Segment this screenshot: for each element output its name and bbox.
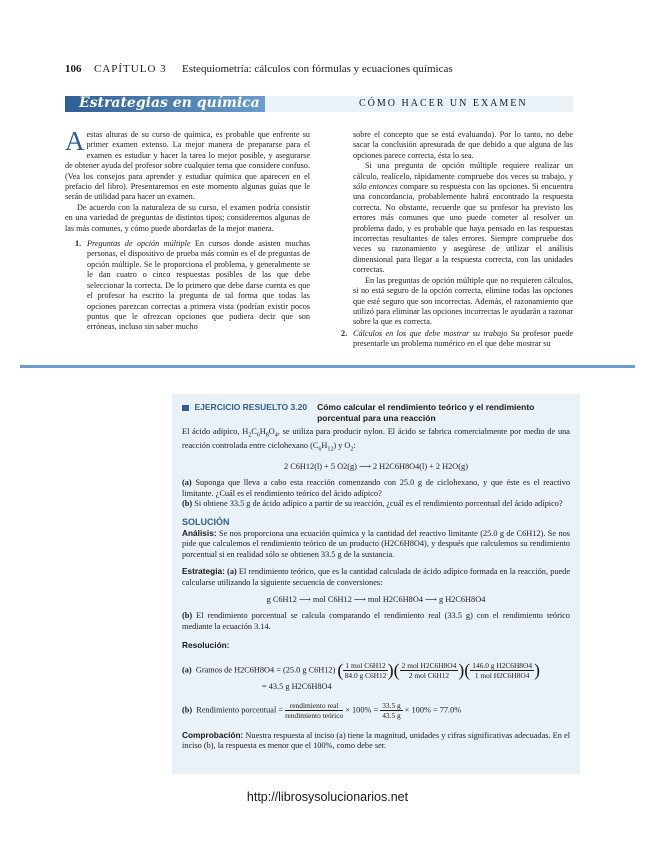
intro-c: ) y O [333, 441, 351, 451]
analysis-label: Análisis: [182, 527, 217, 538]
article-paragraph-2: De acuerdo con la naturaleza de su curso, el examen podría consistir en una variedad de preguntas de distintos tipos; consideremos algunas de las más comunes, y cómo puede abordarlas de la mejor manera. [65, 202, 310, 233]
resolution-label: Resolución: [182, 640, 230, 651]
question-a-text: Suponga que lleva a cabo esta reacción comenzando con 25.0 g de ciclohexano, y que éste es el reactivo limitante. ¿Cuál es el rendimiento teórico del ácido adípico? [182, 478, 570, 498]
calc-b-text: Rendimiento porcentual = [196, 705, 284, 714]
solution-heading: SOLUCIÓN [182, 517, 230, 528]
fraction-numerator: rendimiento real [285, 701, 343, 711]
list-number: 2. [341, 328, 348, 338]
footer-url[interactable]: http://librosysolucionarios.net [246, 790, 409, 804]
conversion-sequence: g C6H12 ⟶ mol C6H12 ⟶ mol H2C6H8O4 ⟶ g H2C6H8O4 [266, 594, 486, 604]
fraction-mole-ratio [400, 661, 459, 680]
analysis-text: Se nos proporciona una ecuación química y la cantidad del reactivo limitante (25.0 g de C6H12). Se nos pide que calculemos el rendimiento teórico de un producto (H2C6H8O4), y después que calculemos su rendimiento porcentual si en realidad sólo se obtienen 33.5 g de la sustancia. [182, 528, 570, 559]
analysis-paragraph [182, 528, 570, 561]
exercise-marker-icon [182, 405, 189, 411]
banner-label: Estrategias en química [79, 95, 260, 111]
calculation-a: (a) Gramos de H2C6H8O4 = (25.0 g C6H12) ( $\frac{\text{1 mol C6H12}}{\text{84.0 g C6H12}}$ )( $\frac{\text{2 mol H2C6H8O4}}{\text{2 mol C6H12}}$ )( $\frac{\text{146.0 g H2C6H8O4}}{\text{1 mol H2C6H8O4}}$ ) [182, 660, 541, 681]
calc-a-label: (a) [182, 665, 192, 675]
fraction-denominator: 84.0 g C6H12 [344, 671, 387, 680]
fraction-yield-definition [285, 701, 343, 720]
intro-a: El ácido adípico, H [182, 427, 249, 437]
list-item-2 [331, 329, 573, 350]
strategies-banner [65, 96, 573, 112]
fraction-product-mass [470, 661, 534, 680]
calc-b-label: (b) [182, 705, 193, 714]
question-a [182, 478, 570, 499]
intro-b: , se utiliza para producir nylon. El ácido se fabrica comercialmente por medio de una reacción controlada entre ciclohexano (C [182, 427, 570, 451]
intro-d: : [353, 441, 356, 451]
exercise-intro: El ácido adípico, $H_2C_6H_8O_4$, se utiliza para producir nylon. El ácido se fabrica comercialmente por medio de una reacción controlada entre ciclohexano $(C_6H_{12})$ y $O_2$: [182, 427, 570, 454]
fraction-denominator: rendimiento teórico [285, 710, 344, 720]
question-b-text: Si obtiene 33.5 g de ácido adípico a partir de su reacción, ¿cuál es el rendimiento porcentual del ácido adípico? [192, 499, 563, 509]
calc-a-text: Gramos de H2C6H8O4 = (25.0 g C6H12) [195, 665, 336, 675]
solved-exercise-box [172, 394, 580, 774]
banner-subtitle: CÓMO HACER UN EXAMEN [359, 98, 528, 109]
strategy-label: Estrategia: [182, 566, 225, 577]
exercise-header [182, 402, 570, 423]
list-item-text: En cursos donde asisten muchas personas, el dispositivo de prueba más común es el de preguntas de opción múltiple. Se le proporciona el problema, y generalmente se le dan cuatro o cinco respuestas posibles de las que debe seleccionar la correcta. De lo primero que debe darse cuenta es que el profesor ha escrito la pregunta de tal forma que todas las opciones parezcan correctas a primera vista (podrían existir pocos puntos que le ofrezcan opciones que pudiera decir que son erróneas, incluso sin saber mucho [87, 239, 310, 332]
calc-b-result: × 100% = 77.0% [404, 705, 462, 714]
strategy-a-label: (a) [224, 567, 237, 577]
times-100: × 100% = [345, 705, 379, 714]
r2-text-b: compare su respuesta con las opciones. Si encuentra una concordancia, probablemente habrá encontrado la respuesta correcta. No obstante, recuerde que su profesor ha previsto los errores más comunes que uno puede cometer al resolver un problema dado, y es probable que haya pensado en las respuestas incorrectas resultantes de tales errores. Siempre compruebe dos veces su razonamiento y asegúrese de utilizar el análisis dimensional para llegar a la respuesta correcta, con las unidades correctas. [353, 182, 573, 275]
fraction-numerator: 2 mol H2C6H8O4 [401, 661, 457, 670]
strategy-text: El rendimiento teórico, que es la cantidad calculada de ácido adípico formada en la reacción, puede calcularse utilizando la siguiente secuencia de conversiones: [182, 567, 571, 588]
chapter-title: Estequiometría: cálculos con fórmulas y ecuaciones químicas [182, 63, 453, 75]
fraction-numerator: 33.5 g [382, 700, 401, 710]
check-text: Nuestra respuesta al inciso (a) tiene la magnitud, unidades y cifras significativas adecuadas. En el inciso (b), la respuesta es menor que el 100%, como debe ser. [182, 730, 570, 751]
question-b [182, 499, 570, 510]
article-paragraph-r2 [331, 161, 573, 275]
exercise-label: EJERCICIO RESUELTO 3.20 [194, 402, 308, 412]
article-paragraph-r3: En las preguntas de opción múltiple que no requieren cálculos, si no está seguro de la opción correcta, elimine todas las opciones que esté seguro que son incorrectas. Además, el razonamiento que utilizó para eliminar las opciones incorrectas le ayudarán a razonar sobre la que es correcta. [353, 275, 573, 327]
question-a-label: (a) [182, 478, 192, 488]
calculation-b [182, 701, 570, 720]
page-number: 106 [65, 63, 82, 75]
fraction-denominator: 1 mol H2C6H8O4 [474, 671, 530, 680]
list-item-title: Preguntas de opción múltiple [87, 239, 191, 249]
strategy-b-text: El rendimiento porcentual se calcula comparando el rendimiento real (33.5 g) con el rendimiento teórico mediante la ecuación 3.14. [182, 611, 570, 631]
list-number: 1. [75, 239, 82, 249]
fraction-yield-values [380, 701, 402, 720]
dropcap: A [65, 126, 85, 156]
calculation-a-result: = 43.5 g H2C6H8O4 [262, 682, 332, 691]
list-item-1 [65, 239, 310, 333]
r2-text-a: Si una pregunta de opción múltiple requiere realizar un cálculo, realícelo, rápidamente compruebe dos veces su trabajo, y [353, 161, 573, 181]
fraction-numerator: 146.0 g H2C6H8O4 [472, 661, 533, 670]
article-paragraph-1 [65, 126, 310, 203]
strategy-paragraph [182, 566, 570, 588]
fraction-denominator: 2 mol C6H12 [408, 671, 450, 680]
exercise-title: Cómo calcular el rendimiento teórico y el rendimiento porcentual para una reacción [317, 402, 535, 423]
fraction-molar-mass [343, 661, 387, 680]
fraction-numerator: 1 mol C6H12 [345, 661, 386, 670]
strategy-b-label: (b) [182, 611, 193, 621]
article-right-column [331, 130, 573, 350]
chapter-label: CAPÍTULO 3 [94, 63, 167, 75]
check-label: Comprobación: [182, 729, 244, 740]
question-b-label: (b) [182, 499, 193, 509]
list-item-text: Su profesor puede presentarle un problema numérico en el que debe mostrar su [353, 328, 574, 349]
section-divider [20, 365, 635, 368]
fraction-denominator: 43.5 g [382, 710, 401, 720]
paragraph-1-text: estas alturas de su curso de química, es probable que enfrente su primer examen extenso. La mejor manera de prepararse para el examen es estudiar y hacer la tarea lo mejor posible, y asegurarse de obtener ayuda del profesor sobre cualquier tema que considere confuso. (Vea los consejos para aprender y estudiar química que aparecen en el prefacio del libro). Presentaremos en este momento algunas guías que le serán de utilidad para hacer un examen. [65, 130, 310, 202]
article-paragraph-r1: sobre el concepto que se está evaluando). Por lo tanto, no debe sacar la conclusión apresurada de que debido a que alguna de las opciones parece correcta, ésta lo sea. [353, 130, 573, 160]
r2-emphasis: sólo entonces [353, 182, 398, 192]
strategy-b-paragraph [182, 611, 570, 632]
check-paragraph [182, 730, 570, 752]
reaction-equation: 2 C6H12(l) + 5 O2(g) ⟶ 2 H2C6H8O4(l) + 2 H2O(g) [284, 461, 468, 471]
article-left-column [65, 126, 310, 333]
list-item-title: Cálculos en los que debe mostrar su trabajo [353, 328, 508, 338]
